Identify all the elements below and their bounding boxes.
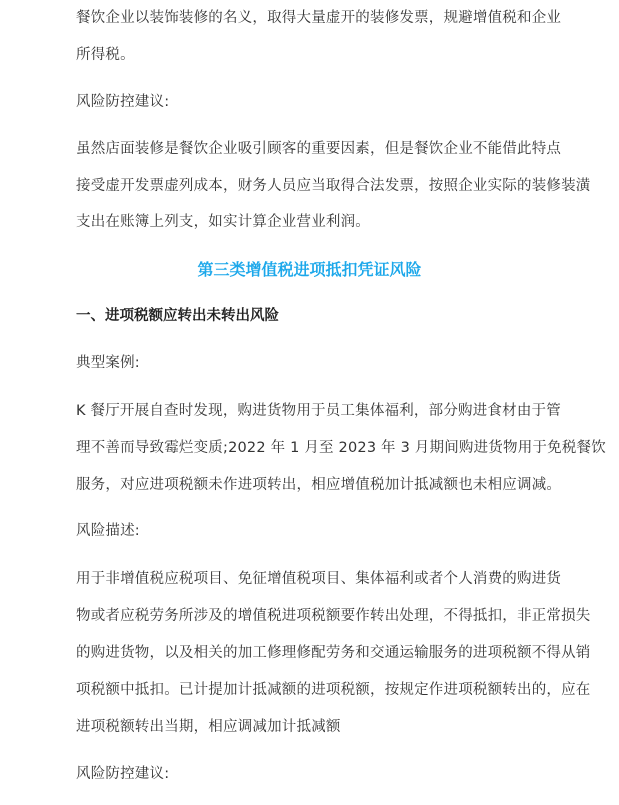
paragraph-line: 所得税。	[76, 47, 135, 63]
paragraph-line: 接受虚开发票虚列成本，财务人员应当取得合法发票，按照企业实际的装修装潢	[76, 178, 591, 194]
subheading: 一、进项税额应转出未转出风险	[76, 308, 279, 324]
paragraph-line: 用于非增值税应税项目、免征增值税项目、集体福利或者个人消费的购进货	[76, 571, 562, 587]
risk-description-label: 风险描述:	[76, 523, 140, 539]
paragraph-line: 虽然店面装修是餐饮企业吸引顾客的重要因素，但是餐饮企业不能借此特点	[76, 141, 562, 157]
paragraph-line: 服务，对应进项税额未作进项转出，相应增值税加计抵减额也未相应调减。	[76, 477, 562, 493]
paragraph-line: K 餐厅开展自查时发现，购进货物用于员工集体福利，部分购进食材由于管	[76, 403, 561, 419]
advice-label: 风险防控建议:	[76, 766, 170, 782]
paragraph-line: 支出在账簿上列支，如实计算企业营业利润。	[76, 214, 370, 230]
paragraph-line: 理不善而导致霉烂变质;2022 年 1 月至 2023 年 3 月期间购进货物用于免税餐饮	[76, 440, 606, 456]
paragraph-line: 项税额中抵扣。已计提加计抵减额的进项税额，按规定作进项税额转出的，应在	[76, 682, 591, 698]
paragraph-line: 餐饮企业以装饰装修的名义，取得大量虚开的装修发票，规避增值税和企业	[76, 10, 562, 26]
advice-label: 风险防控建议:	[76, 94, 170, 110]
case-label: 典型案例:	[76, 355, 140, 371]
paragraph-line: 物或者应税劳务所涉及的增值税进项税额要作转出处理，不得抵扣，非正常损失	[76, 608, 591, 624]
paragraph-line: 进项税额转出当期，相应调减加计抵减额	[76, 719, 341, 735]
paragraph-line: 的购进货物，以及相关的加工修理修配劳务和交通运输服务的进项税额不得从销	[76, 645, 591, 661]
section-title: 第三类增值税进项抵扣凭证风险	[197, 260, 422, 279]
